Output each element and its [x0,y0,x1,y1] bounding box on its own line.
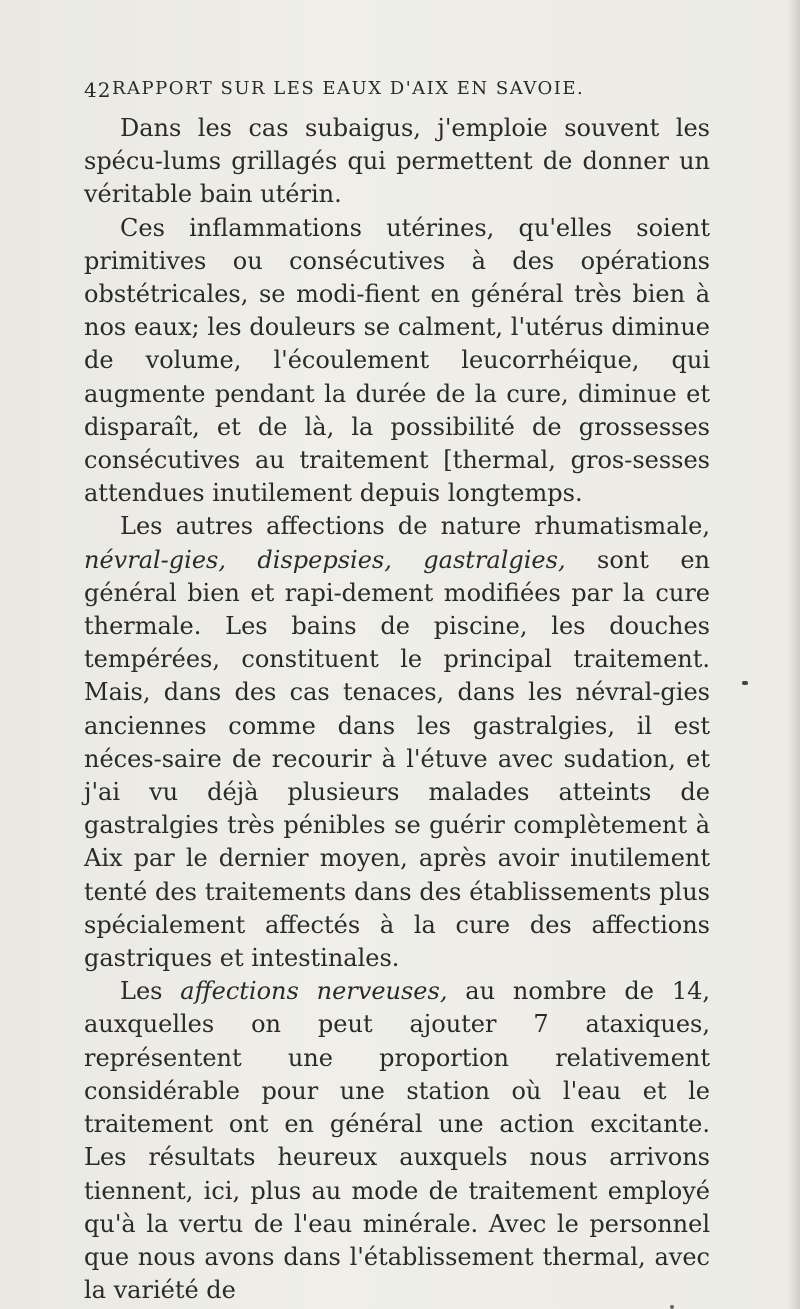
paragraph-4-lead: Les [120,977,181,1006]
paragraph-inflammations: Ces inflammations utérines, qu'elles soient primitives ou consécutives à des opérations obstétricales, se modi-fient en général très bien à nos eaux; les douleurs se calment, l'utérus diminue de volume, l'écoulement leucorrhéique, qui augmente pendant la durée de la cure, diminue et disparaît, et de là, la possibilité de grossesses consécutives au traitement [thermal, gros-sesses attendues inutilement depuis longtemps. [84,213,710,508]
page-edge-shadow [788,0,800,1309]
running-header [84,78,644,108]
running-title: RAPPORT SUR LES EAUX D'AIX EN SAVOIE. [112,78,585,99]
ink-speck [670,1305,674,1309]
page-number: 42 [84,78,112,102]
paragraph-3-lead: Les autres affections de nature rhumatismale, [120,512,710,541]
paragraph-speculums: Dans les cas subaigus, j'emploie souvent les spécu-lums grillagés qui permettent de donner un véritable bain utérin. [84,114,710,209]
paragraph-4-rest: au nombre de 14, auxquelles on peut ajouter 7 ataxiques, représentent une proportion relativement considérable pour une station où l'eau et le traitement ont en général une action excitante. Les résultats heureux auxquels nous arrivons tiennent, ici, plus au mode de traitement employé qu'à la vertu de l'eau minérale. Avec le personnel que nous avons dans l'établissement thermal, avec la variété de [84,977,710,1305]
body-text [84,112,710,1307]
margin-mark [742,681,748,685]
paragraph-nervous-affections [84,975,710,1307]
paragraph-3-italic: névral-gies, dispepsies, gastralgies, [84,545,566,574]
paragraph-rheumatic-affections [84,510,710,975]
paragraph-3-rest: sont en général bien et rapi-dement modifiées par la cure thermale. Les bains de piscine, les douches tempérées, constituent le principal traitement. Mais, dans des cas tenaces, dans les névral-gies anciennes comme dans les gastralgies, il est néces-saire de recourir à l'étuve avec sudation, et j'ai vu déjà plusieurs malades atteints de gastralgies très pénibles se guérir complètement à Aix par le dernier moyen, après avoir inutilement tenté des traitements dans des établissements plus spécialement affectés à la cure des affections gastriques et intestinales. [84,545,710,973]
paragraph-4-italic: affections nerveuses, [180,977,448,1006]
